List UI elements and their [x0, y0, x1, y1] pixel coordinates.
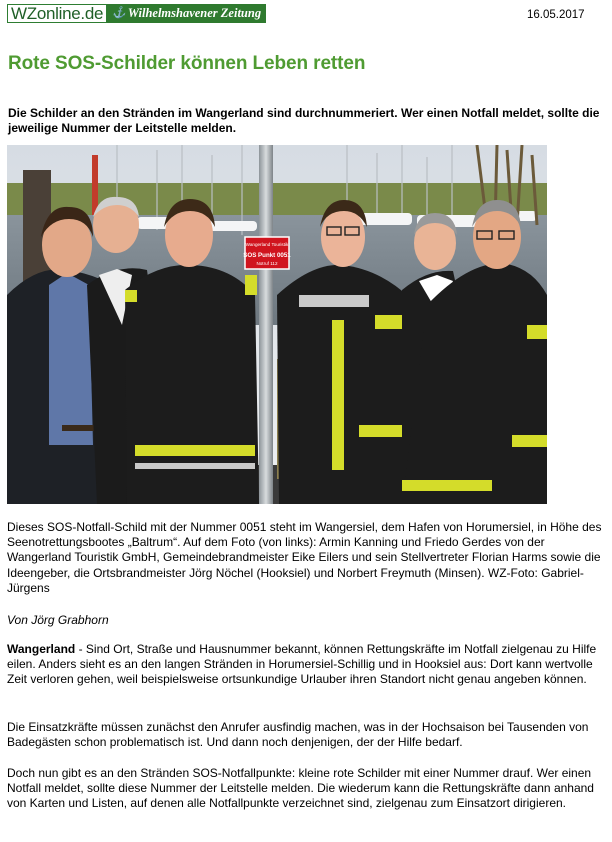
- sos-sign-line1: Wangerland Touristik: [245, 242, 289, 247]
- crest-icon: ⚓: [112, 7, 126, 19]
- photo-caption: Dieses SOS-Notfall-Schild mit der Nummer 0051 steht im Wangersiel, dem Hafen von Horumersiel, in Höhe des Seenotrettungsbootes „Baltrum“. Auf dem Foto (von links): Armin Kanning und Friedo Gerdes von der Wangerland Touristik GmbH, Gemeindebrandmeister Eike Eilers und sein Stellvertreter Florian Harms sowie die Ideengeber, die Ortsbrandmeister Jörg Nöchel (Hooksiel) und Norbert Freymuth (Minsen). WZ-Foto: Gabriel-Jürgens: [7, 520, 602, 595]
- site-logo[interactable]: WZonline.de: [7, 4, 107, 23]
- sign-pole: [259, 145, 273, 504]
- body-paragraph-2: Die Einsatzkräfte müssen zunächst den Anrufer ausfindig machen, was in der Hochsaison bei Tausenden von Badegästen schon problematisch ist. Und dann noch denjenigen, der der Hilfe bedarf.: [7, 720, 589, 750]
- headline: Rote SOS-Schilder können Leben retten: [8, 53, 366, 74]
- sos-sign-line3: Notruf 112: [256, 261, 278, 266]
- sos-sign-line2: SOS Punkt 0051: [243, 252, 291, 259]
- body-paragraph-1: [7, 642, 607, 688]
- byline: Von Jörg Grabhorn: [7, 613, 109, 627]
- body-paragraph-1-text: - Sind Ort, Straße und Hausnummer bekannt, können Rettungskräfte im Notfall zielgenau zu Hilfe eilen. Anders sieht es an den langen Stränden in Horumersiel-Schillig und in Hooksiel aus: Dort kann wertvolle Zeit verloren gehen, weil beispielsweise ortsunkundige Urlauber ihren Standort nicht genau angeben können.: [7, 642, 597, 687]
- newspaper-logo: [107, 4, 266, 23]
- article-photo: [7, 145, 547, 504]
- red-tower: [92, 155, 98, 215]
- dateline: Wangerland: [7, 642, 76, 656]
- masthead: [7, 4, 266, 23]
- lead-paragraph: Die Schilder an den Stränden im Wangerland sind durchnummeriert. Wer einen Notfall meldet, sollte die jeweilige Nummer der Leitstelle melden.: [8, 106, 600, 135]
- publication-date: 16.05.2017: [527, 9, 585, 21]
- body-paragraph-3: Doch nun gibt es an den Stränden SOS-Notfallpunkte: kleine rote Schilder mit einer Nummer drauf. Wer einen Notfall meldet, sollte diese Nummer der Leitstelle melden. Die wiederum kann die Rettungskräfte dann anhand von Karten und Listen, auf denen alle Notfallpunkte verzeichnet sind, zielgenau zum Einsatzort dirigieren.: [7, 766, 594, 811]
- newspaper-name: Wilhelmshavener Zeitung: [127, 6, 262, 20]
